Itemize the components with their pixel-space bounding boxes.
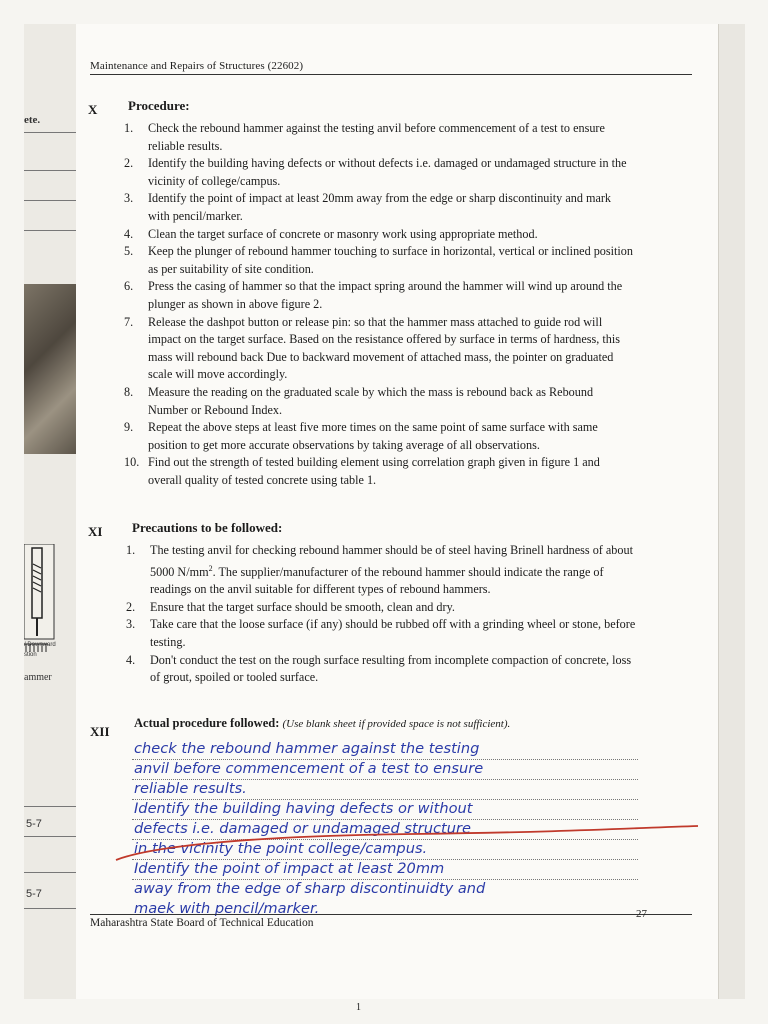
procedure-step xyxy=(124,419,634,454)
step-text: Identify the building having defects or without defects i.e. damaged or undamaged structure in the vicinity of college/campus. xyxy=(148,156,627,188)
step-text: Identify the point of impact at least 20mm away from the edge or sharp discontinuity and mark with pencil/marker. xyxy=(148,191,612,223)
step-number: 10. xyxy=(124,455,140,470)
handwritten-line: check the rebound hammer against the testing xyxy=(134,740,480,757)
step-number: 4. xyxy=(124,226,134,241)
precaution-item xyxy=(126,616,638,651)
item-text: Don't conduct the test on the rough surface resulting from incomplete compaction of concrete, loss of grout, spoiled or tooled surface. xyxy=(150,652,632,685)
step-number: 7. xyxy=(124,314,134,329)
procedure-step xyxy=(124,226,634,244)
figure-caption: / Downward xyxy=(24,642,56,648)
item-number: 3. xyxy=(126,617,136,632)
procedure-step xyxy=(124,278,634,313)
item-number: 2. xyxy=(126,599,136,614)
table-line xyxy=(24,170,76,171)
scan-index: 1 xyxy=(356,1002,361,1013)
table-line xyxy=(24,908,76,909)
item-number: 4. xyxy=(126,652,136,667)
item-text: . The supplier/manufacturer of the rebound hammer should indicate the range of readings on the anvil suitable for different types of rebound hammers. xyxy=(150,564,604,597)
procedure-step xyxy=(124,243,634,278)
section-note: (Use blank sheet if provided space is not sufficient). xyxy=(282,718,511,730)
section-title: Precautions to be followed: xyxy=(132,520,283,535)
step-number: 8. xyxy=(124,384,134,399)
item-number: 1. xyxy=(126,543,136,557)
precautions-list xyxy=(126,542,638,687)
precaution-item xyxy=(126,599,638,617)
right-page-edge xyxy=(718,24,745,999)
figure-caption: stion xyxy=(24,652,37,658)
precaution-item xyxy=(126,542,638,599)
left-page-fragment xyxy=(24,24,77,999)
step-number: 3. xyxy=(124,191,134,206)
section-number: X xyxy=(88,102,98,117)
section-title: Procedure: xyxy=(128,98,190,113)
handwritten-line: reliable results. xyxy=(134,780,247,797)
handwritten-line: Identify the building having defects or without xyxy=(134,800,473,817)
page-number: 27 xyxy=(636,908,647,920)
page-header: Maintenance and Repairs of Structures (22602) xyxy=(90,60,304,72)
step-text: Check the rebound hammer against the testing anvil before commencement of a test to ensure reliable results. xyxy=(148,121,605,153)
procedure-step xyxy=(124,190,634,225)
table-line xyxy=(24,132,76,133)
handwritten-line: defects i.e. damaged or undamaged structure xyxy=(134,820,471,837)
procedure-step xyxy=(124,384,634,419)
superscript: 2 xyxy=(208,563,213,573)
figure-label: ammer xyxy=(24,672,52,683)
actual-procedure-heading xyxy=(134,716,510,731)
table-line xyxy=(24,872,76,873)
table-line xyxy=(24,836,76,837)
precaution-item xyxy=(126,652,638,687)
handwritten-line: anvil before commencement of a test to ensure xyxy=(134,760,484,777)
left-page-fragment-text: ete. xyxy=(24,114,41,126)
procedure-list xyxy=(124,120,634,489)
handwritten-line: in the vicinity the point college/campus. xyxy=(134,840,428,857)
step-number: 2. xyxy=(124,156,134,171)
worksheet-page xyxy=(76,24,718,999)
section-title: Actual procedure followed: xyxy=(134,716,280,730)
step-number: 9. xyxy=(124,420,134,435)
section-number: XII xyxy=(90,724,110,739)
step-number: 5. xyxy=(124,244,134,259)
footer-rule xyxy=(90,914,692,915)
red-pen-mark xyxy=(112,824,702,884)
step-text: Repeat the above steps at least five more times on the same point of same surface with same position to get more accurate observations by taking average of all observations. xyxy=(148,420,598,452)
rebound-hammer-figure xyxy=(24,544,76,654)
row-label: 5-7 xyxy=(26,888,42,900)
table-line xyxy=(24,230,76,231)
page-footer: Maharashtra State Board of Technical Education xyxy=(90,917,314,929)
step-text: Clean the target surface of concrete or masonry work using appropriate method. xyxy=(148,226,538,241)
handwritten-line: Identify the point of impact at least 20mm xyxy=(134,860,445,877)
procedure-step xyxy=(124,314,634,384)
item-text: Take care that the loose surface (if any) should be rubbed off with a grinding wheel or stone, before testing. xyxy=(150,617,636,650)
row-label: 5-7 xyxy=(26,818,42,830)
item-text: Ensure that the target surface should be smooth, clean and dry. xyxy=(150,599,455,614)
step-number: 6. xyxy=(124,279,134,294)
step-text: Press the casing of hammer so that the impact spring around the hammer will wind up around the plunger as shown in above figure 2. xyxy=(148,279,623,311)
handwritten-line: maek with pencil/marker. xyxy=(134,900,320,917)
table-line xyxy=(24,806,76,807)
step-text: Release the dashpot button or release pin: so that the hammer mass attached to guide rod will impact on the target surface. Based on the resistance offered by surface in terms of hardness, this mass will rebound back Due to backward movement of attached mass, the pointer on graduated scale will move accordingly. xyxy=(148,314,620,382)
table-line xyxy=(24,200,76,201)
rebound-hammer-photo xyxy=(24,284,76,454)
handwritten-line: away from the edge of sharp discontinuidty and xyxy=(134,880,486,897)
section-number: XI xyxy=(88,524,103,539)
step-text: Keep the plunger of rebound hammer touching to surface in horizontal, vertical or inclined position as per suitability of site condition. xyxy=(148,244,633,276)
procedure-step xyxy=(124,155,634,190)
header-rule xyxy=(90,74,692,75)
procedure-step xyxy=(124,120,634,155)
item-text: The testing anvil for checking rebound hammer should be of steel having Brinell hardness of about 5000 N/mm xyxy=(150,543,633,579)
procedure-step xyxy=(124,454,634,489)
step-text: Measure the reading on the graduated scale by which the mass is rebound back as Rebound Number or Rebound Index. xyxy=(148,384,594,417)
step-number: 1. xyxy=(124,121,134,135)
step-text: Find out the strength of tested building element using correlation graph given in figure 1 and overall quality of tested concrete using table 1. xyxy=(148,455,600,487)
